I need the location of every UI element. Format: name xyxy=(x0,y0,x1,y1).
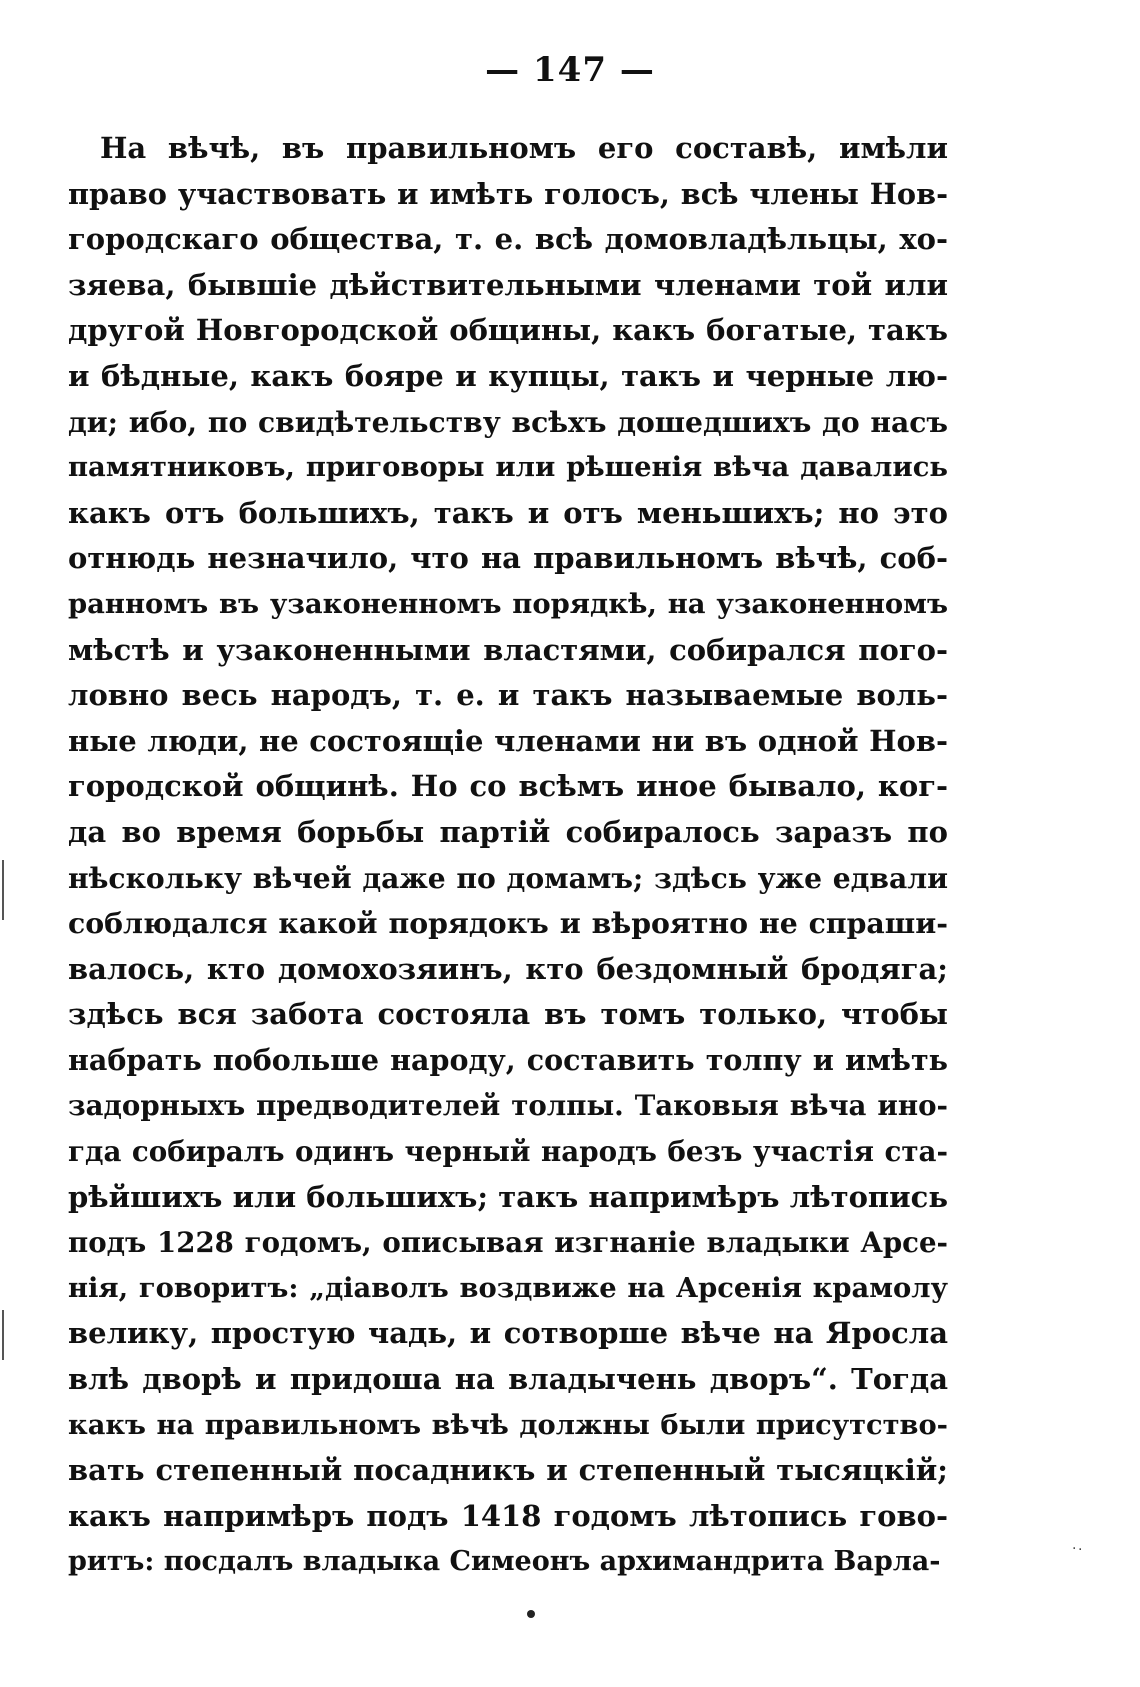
text-line: влѣ дворѣ и придоша на владычень дворъ“. Тогда xyxy=(68,1362,948,1397)
text-line: соблюдался какой порядокъ и вѣроятно не спраши- xyxy=(68,906,948,941)
text-line: вать степенный посадникъ и степенный тысяцкій; xyxy=(68,1453,948,1488)
text-line: ловно весь народъ, т. е. и такъ называемые воль- xyxy=(68,678,948,713)
text-line: мѣстѣ и узаконенными властями, собирался пого- xyxy=(68,632,948,667)
text-line: ди; ибо, по свидѣтельству всѣхъ дошедшихъ до насъ xyxy=(68,405,948,439)
text-line: нѣскольку вѣчей даже по домамъ; здѣсь уже едвали xyxy=(68,861,948,895)
text-line: На вѣчѣ, въ правильномъ его составѣ, имѣли xyxy=(100,131,948,165)
page-number: — 147 — xyxy=(485,50,655,90)
margin-speck: ·٠ xyxy=(1072,1541,1084,1557)
text-line: какъ напримѣръ подъ 1418 годомъ лѣтопись гово- xyxy=(68,1498,948,1533)
text-line: городскаго общества, т. е. всѣ домовладѣльцы, хо- xyxy=(68,222,948,257)
text-line: валось, кто домохозяинъ, кто бездомный бродяга; xyxy=(68,951,948,986)
text-line: и бѣдные, какъ бояре и купцы, такъ и черные лю- xyxy=(68,358,948,393)
text-line: какъ на правильномъ вѣчѣ должны были присутство- xyxy=(68,1408,948,1441)
text-line: какъ отъ большихъ, такъ и отъ меньшихъ; но это xyxy=(68,495,948,530)
footer-dot xyxy=(527,1610,535,1618)
text-line: гда собиралъ одинъ черный народъ безъ участія ста- xyxy=(68,1135,948,1169)
text-line: памятниковъ, приговоры или рѣшенія вѣча давались xyxy=(68,451,948,484)
text-line: городской общинѣ. Но со всѣмъ иное бывало, ког- xyxy=(68,769,948,804)
text-line: ритъ: посдалъ владыка Симеонъ архимандрита Варла- xyxy=(68,1546,941,1578)
margin-scan-mark xyxy=(2,1310,4,1360)
text-line: отнюдь незначило, что на правильномъ вѣчѣ, соб- xyxy=(68,541,948,576)
text-line: ранномъ въ узаконенномъ порядкѣ, на узаконенномъ xyxy=(68,587,948,620)
text-line: набрать побольше народу, составить толпу и имѣть xyxy=(68,1042,948,1077)
text-line: нія, говоритъ: „діаволъ воздвиже на Арсенія крамолу xyxy=(68,1271,948,1304)
text-line: подъ 1228 годомъ, описывая изгнаніе владыки Арсе- xyxy=(68,1226,948,1260)
text-line: велику, простую чадь, и сотворше вѣче на Яросла xyxy=(68,1316,948,1351)
body-text xyxy=(68,126,948,1585)
margin-scan-mark xyxy=(2,860,4,920)
text-line: зяева, бывшіе дѣйствительными членами той или xyxy=(68,267,948,302)
text-line: да во время борьбы партій собиралось заразъ по xyxy=(68,814,948,849)
text-line: право участвовать и имѣть голосъ, всѣ члены Нов- xyxy=(68,176,948,211)
text-line: рѣйшихъ или большихъ; такъ напримѣръ лѣтопись xyxy=(68,1179,948,1214)
text-line: здѣсь вся забота состояла въ томъ только, чтобы xyxy=(68,997,948,1032)
text-line: задорныхъ предводителей толпы. Таковыя вѣча ино- xyxy=(68,1089,948,1123)
text-line: ные люди, не состоящіе членами ни въ одной Нов- xyxy=(68,723,948,758)
text-line: другой Новгородской общины, какъ богатые, такъ xyxy=(68,313,948,348)
